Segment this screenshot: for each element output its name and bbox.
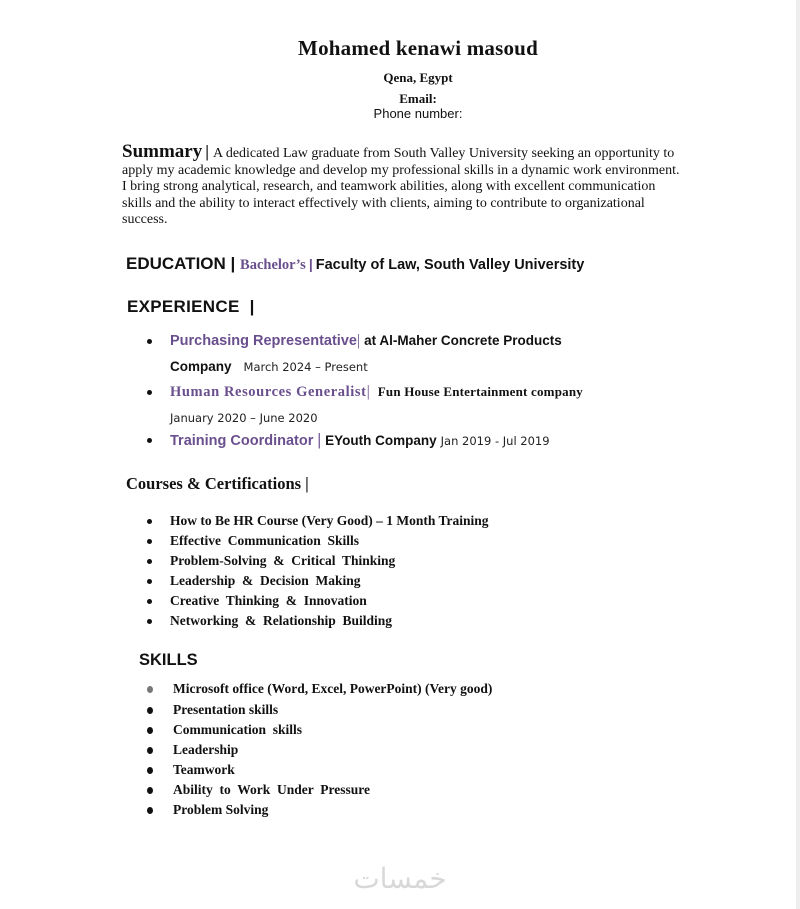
skill-item: Microsoft office (Word, Excel, PowerPoint) (Very good) xyxy=(173,681,493,696)
page-edge xyxy=(796,0,800,909)
education-heading: EDUCATION xyxy=(126,254,226,273)
experience-item xyxy=(170,332,562,350)
summary-heading: Summary xyxy=(122,141,203,162)
email-label: Email: xyxy=(399,91,437,106)
experience-item-continued xyxy=(170,358,368,376)
course-item: Leadership & Decision Making xyxy=(170,573,361,588)
experience-title: Purchasing Representative xyxy=(170,333,357,349)
experience-company: at Al-Maher Concrete Products xyxy=(364,333,562,348)
skill-item: Communication skills xyxy=(173,722,303,737)
bullet-icon xyxy=(147,519,152,524)
experience-heading xyxy=(127,297,255,317)
bullet-icon xyxy=(147,767,153,774)
experience-pipe: | xyxy=(366,383,370,400)
education-section xyxy=(126,254,584,274)
education-institution: Faculty of Law, South Valley University xyxy=(315,257,585,273)
experience-company-line2: Company xyxy=(170,359,232,374)
skill-item: Ability to Work Under Pressure xyxy=(173,782,371,797)
skill-item: Leadership xyxy=(173,742,239,757)
location: Qena, Egypt xyxy=(383,70,453,85)
summary-separator: | xyxy=(205,142,209,161)
phone-label: Phone number: xyxy=(373,106,463,121)
skill-item: Presentation skills xyxy=(173,702,279,717)
course-item: Networking & Relationship Building xyxy=(170,613,393,628)
bullet-icon xyxy=(147,438,152,443)
experience-pipe: | xyxy=(356,332,361,349)
bullet-icon xyxy=(147,579,152,584)
education-degree-separator: | xyxy=(308,256,313,272)
courses-heading-text: Courses & Certifications xyxy=(126,474,302,493)
courses-separator: | xyxy=(305,474,309,493)
skill-item: Problem Solving xyxy=(173,802,269,817)
skills-heading: SKILLS xyxy=(139,651,198,669)
experience-dates-row xyxy=(170,409,318,427)
course-item: Problem-Solving & Critical Thinking xyxy=(170,553,396,568)
bullet-icon xyxy=(147,390,152,395)
bullet-icon xyxy=(147,747,153,754)
experience-dates: Jan 2019 - Jul 2019 xyxy=(440,434,550,448)
experience-heading-text: EXPERIENCE xyxy=(127,297,240,316)
summary-section xyxy=(122,141,682,229)
bullet-icon xyxy=(147,727,153,734)
bullet-icon xyxy=(147,539,152,544)
experience-dates: January 2020 – June 2020 xyxy=(170,411,318,425)
course-item: Effective Communication Skills xyxy=(170,533,359,548)
courses-heading xyxy=(126,474,309,494)
experience-title: Human Resources Generalist xyxy=(170,384,367,400)
experience-dates: March 2024 – Present xyxy=(243,360,368,374)
bullet-icon xyxy=(147,599,152,604)
education-degree: Bachelor’s xyxy=(240,257,306,273)
bullet-icon xyxy=(147,787,153,794)
experience-pipe: | xyxy=(317,430,322,449)
bullet-icon xyxy=(147,559,152,564)
bullet-icon xyxy=(147,807,153,814)
skill-item: Teamwork xyxy=(173,762,235,777)
course-item: Creative Thinking & Innovation xyxy=(170,593,367,608)
course-item: How to Be HR Course (Very Good) – 1 Month Training xyxy=(170,513,489,528)
experience-separator: | xyxy=(249,297,255,316)
education-separator: | xyxy=(230,254,236,273)
experience-item xyxy=(170,430,550,450)
experience-company: EYouth Company xyxy=(325,433,437,448)
experience-company: Fun House Entertainment company xyxy=(377,384,583,399)
bullet-icon xyxy=(147,619,152,624)
watermark-logo: خمسات xyxy=(353,862,447,895)
experience-title: Training Coordinator xyxy=(170,433,314,449)
bullet-icon xyxy=(147,686,153,693)
summary-text: A dedicated Law graduate from South Valley University seeking an opportunity to apply my academic knowledge and develop my professional skills in a dynamic work environment. I bring strong analytical, research, and teamwork abilities, along with excellent communication skills and the ability to interact effectively with clients, aiming to contribute to organizational success. xyxy=(122,146,680,227)
bullet-icon xyxy=(147,707,153,714)
experience-item xyxy=(170,383,583,401)
bullet-icon xyxy=(147,339,152,344)
candidate-name: Mohamed kenawi masoud xyxy=(298,36,538,60)
